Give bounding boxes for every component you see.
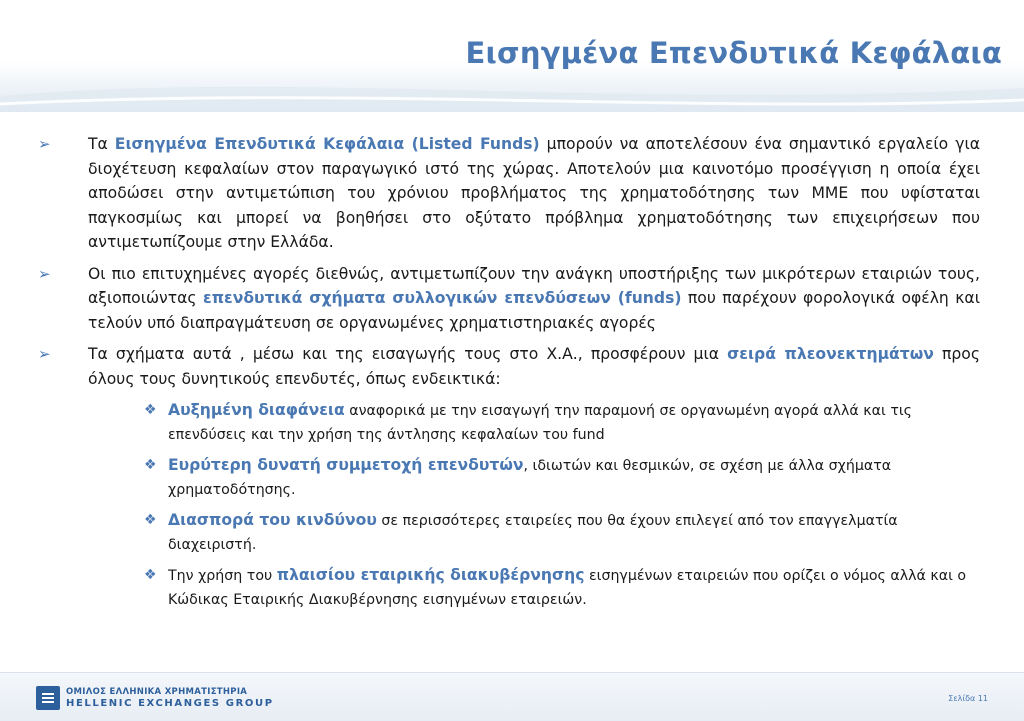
bullet-item-3: [38, 342, 980, 391]
logo-line-greek: ΟΜΙΛΟΣ ΕΛΛΗΝΙΚΑ ΧΡΗΜΑΤΙΣΤΗΡΙΑ: [66, 687, 248, 697]
page-number: Σελίδα 11: [948, 694, 988, 703]
sub-bullet-highlight: Ευρύτερη δυνατή συμμετοχή επενδυτών: [168, 456, 524, 474]
diamond-bullet-icon: ❖: [144, 567, 157, 583]
bullet-highlight: σειρά πλεονεκτημάτων: [727, 345, 934, 363]
sub-bullet-item-3: [144, 508, 980, 557]
arrow-bullet-icon: ➢: [38, 345, 51, 363]
bullet-text: Οι πιο επιτυχημένες αγορές διεθνώς, αντιμετωπίζουν την ανάγκη υποστήριξης των μικρότερων εταιριών τους, αξιοποιώντας: [88, 264, 980, 307]
diamond-bullet-icon: ❖: [144, 402, 157, 418]
sub-bullet-item-2: [144, 453, 980, 502]
sub-bullet-text: Την χρήση του: [168, 568, 277, 584]
diamond-bullet-icon: ❖: [144, 512, 157, 528]
bullet-highlight: επενδυτικά σχήματα συλλογικών επενδύσεων (funds): [203, 289, 682, 307]
sub-bullet-highlight: Αυξημένη διαφάνεια: [168, 401, 345, 419]
sub-bullet-text: σε περισσότερες εταιρείες που θα έχουν επιλεγεί από τον επαγγελματία διαχειριστή.: [168, 513, 898, 553]
bullet-text: Τα: [88, 135, 115, 153]
bullet-text: προς όλους τους δυνητικούς επενδυτές, όπως ενδεικτικά:: [88, 345, 980, 388]
sub-bullet-highlight: Διασπορά του κινδύνου: [168, 511, 377, 529]
main-content: [38, 132, 980, 618]
sub-bullet-text: αναφορικά με την εισαγωγή την παραμονή σε οργανωμένη αγορά αλλά και τις επενδύσεις και την χρήση της άντλησης κεφαλαίων του fund: [168, 403, 912, 443]
bullet-item-1: [38, 132, 980, 255]
bullet-text: Τα σχήματα αυτά , μέσω και της εισαγωγής τους στο Χ.Α., προσφέρουν μια: [88, 345, 728, 363]
company-logo: [36, 686, 274, 710]
arrow-bullet-icon: ➢: [38, 264, 51, 283]
diamond-bullet-icon: ❖: [144, 457, 157, 473]
sub-bullet-text: εισηγμένων εταιρειών που ορίζει ο νόμος αλλά και ο Κώδικας Εταιρικής Διακυβέρνησης εισηγμένων εταιρειών.: [168, 568, 967, 608]
arrow-bullet-icon: ➢: [38, 135, 51, 153]
logo-text: [66, 687, 274, 709]
sub-bullet-item-4: [144, 563, 980, 612]
sub-bullet-highlight: πλαισίου εταιρικής διακυβέρνησης: [276, 566, 585, 584]
bullet-highlight: Εισηγμένα Επενδυτικά Κεφάλαια (Listed Funds): [114, 135, 540, 153]
page-title: Εισηγμένα Επενδυτικά Κεφάλαια: [465, 36, 1002, 70]
hellenic-exchanges-logo-icon: [36, 686, 60, 710]
sub-bullet-item-1: [144, 398, 980, 447]
bullet-item-2: [38, 262, 980, 336]
bullet-text: μπορούν να αποτελέσουν ένα σημαντικό εργαλείο για διοχέτευση κεφαλαίων στον παραγωγικό ιστό της χώρας. Αποτελούν μια καινοτόμο προσέγγιση η οποία έχει αποδώσει στην αντιμετώπιση του χρόνιου προβλήματος της χρηματοδότησης των ΜΜΕ που υφίσταται παγκοσμίως και μπορεί να βοηθήσει στο οξύτατο πρόβλημα χρηματοδότησης των επιχειρήσεων που αντιμετωπίζουμε στην Ελλάδα.: [88, 135, 980, 251]
bullet-text: που παρέχουν φορολογικά οφέλη και τελούν υπό διαπραγμάτευση σε οργανωμένες χρηματιστηριακές αγορές: [88, 289, 980, 332]
logo-line-english: HELLENIC EXCHANGES GROUP: [66, 698, 274, 709]
sub-bullet-text: , ιδιωτών και θεσμικών, σε σχέση με άλλα σχήματα χρηματοδότησης.: [168, 458, 892, 498]
